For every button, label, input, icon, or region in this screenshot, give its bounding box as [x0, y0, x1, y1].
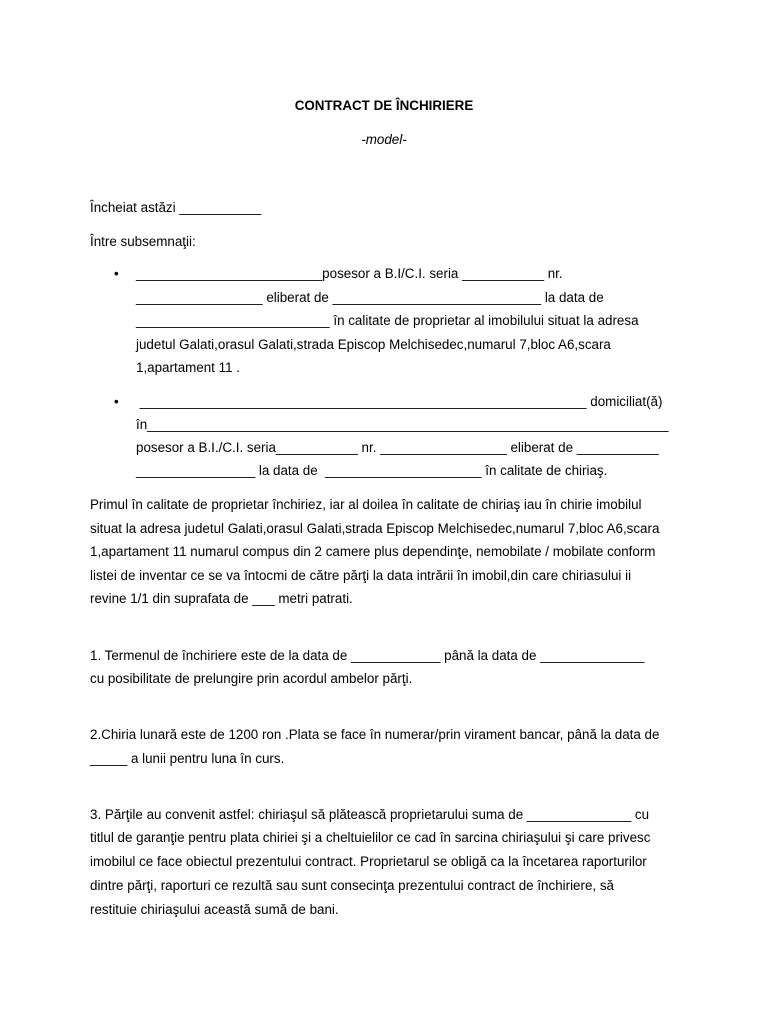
clause3-line: imobilul ce face obiectul prezentului contract. Proprietarul se obligă ca la încetarea raporturilor: [90, 854, 647, 869]
party1-line: __________________________ în calitate de proprietar al imobilului situat la adresa: [136, 313, 639, 328]
clause1-line: cu posibilitate de prelungire prin acordul ambelor părţi.: [90, 671, 413, 686]
main-paragraph-line: listei de inventar ce se va întocmi de către părţi la data intrării în imobil,din care chiriasului ii: [90, 568, 632, 583]
clause1-line: 1. Termenul de închiriere este de la data de ____________ până la data de ______________: [90, 648, 645, 663]
party1-line: 1,apartament 11 .: [136, 360, 240, 375]
main-paragraph-line: 1,apartament 11 numarul compus din 2 camere plus dependinţe, nemobilate / mobilate conform: [90, 544, 656, 559]
clause3-line: dintre părţi, raporturi ce rezultă sau sunt consecinţa prezentului contract de închiriere, să: [90, 878, 614, 893]
main-paragraph-line: Primul în calitate de proprietar închiriez, iar al doilea în calitate de chiriaş iau în chirie imobilul: [90, 497, 642, 512]
bullet-party1: •: [114, 266, 119, 281]
clause2-line: 2.Chiria lunară este de 1200 ron .Plata se face în numerar/prin virament bancar, până la data de: [90, 727, 660, 742]
document-title: CONTRACT DE ÎNCHIRIERE: [294, 98, 474, 113]
parties-intro: Între subsemnaţii:: [90, 234, 196, 249]
party1-line: judetul Galati,orasul Galati,strada Episcop Melchisedec,numarul 7,bloc A6,scara: [136, 337, 611, 352]
clause3-line: 3. Părţile au convenit astfel: chiriaşul să plătească proprietarului suma de ______________ cu: [90, 807, 650, 822]
bullet-party2: •: [114, 394, 119, 409]
main-paragraph-line: revine 1/1 din suprafata de ___ metri patrati.: [90, 591, 353, 606]
main-paragraph-line: situat la adresa judetul Galati,orasul Galati,strada Episcop Melchisedec,numarul 7,bloc A6,scara: [90, 521, 660, 536]
clause3-line: titlul de garanţie pentru plata chiriei şi a cheltuielilor ce cad în sarcina chiriaşului şi care privesc: [90, 830, 651, 845]
clause2-line: _____ a lunii pentru luna în curs.: [90, 751, 285, 766]
document-subtitle: -model-: [361, 132, 407, 147]
party1-line: _________________________posesor a B.I/C.I. seria ___________ nr.: [136, 266, 563, 281]
clause3-line: restituie chiriaşului această sumă de bani.: [90, 902, 339, 917]
party2-line: ____________________________________________________________ domiciliat(ă): [136, 394, 663, 409]
party2-line: ________________ la data de _____________________ în calitate de chiriaş.: [136, 463, 608, 478]
party2-line: posesor a B.I./C.I. seria___________ nr. _________________ eliberat de ___________: [136, 440, 659, 455]
date-line: Încheiat astăzi ___________: [90, 200, 262, 215]
party2-line: în______________________________________________________________________: [136, 417, 669, 432]
party1-line: _________________ eliberat de ____________________________ la data de: [136, 290, 604, 305]
